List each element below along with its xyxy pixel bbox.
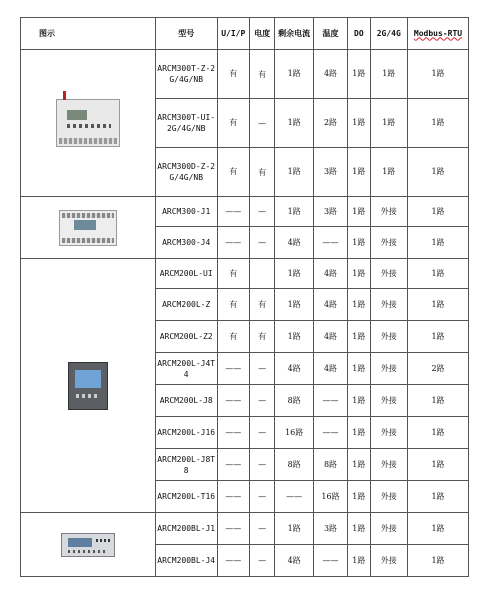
residual-cell: ——	[275, 481, 313, 513]
model-cell: ARCM300T-Z-2G/4G/NB	[155, 50, 217, 99]
temperature-cell: 3路	[313, 148, 347, 197]
model-cell: ARCM200BL-J4	[155, 545, 217, 577]
network-cell: 外接	[370, 227, 407, 259]
network-cell: 外接	[370, 513, 407, 545]
model-cell: ARCM300D-Z-2G/4G/NB	[155, 148, 217, 197]
do-cell: 1路	[348, 259, 370, 289]
modbus-cell: 1路	[407, 227, 468, 259]
network-cell: 外接	[370, 197, 407, 227]
network-cell: 外接	[370, 449, 407, 481]
energy-cell: —	[249, 417, 275, 449]
arcm200l-panel-device-icon	[68, 362, 108, 410]
do-cell: 1路	[348, 227, 370, 259]
network-cell: 外接	[370, 353, 407, 385]
table-row	[21, 50, 469, 99]
modbus-cell: 1路	[407, 289, 468, 321]
modbus-cell: 1路	[407, 197, 468, 227]
model-cell: ARCM200L-UI	[155, 259, 217, 289]
model-cell: ARCM200L-J8T8	[155, 449, 217, 481]
residual-cell: 1路	[275, 99, 313, 148]
product-image-cell	[21, 197, 156, 259]
energy-cell	[249, 259, 275, 289]
uip-cell: ——	[217, 513, 249, 545]
modbus-cell: 1路	[407, 259, 468, 289]
energy-cell: —	[249, 197, 275, 227]
uip-cell: ——	[217, 385, 249, 417]
model-cell: ARCM200L-T16	[155, 481, 217, 513]
do-cell: 1路	[348, 148, 370, 197]
header-residual-current: 剩余电流	[275, 18, 313, 50]
network-cell: 外接	[370, 259, 407, 289]
model-cell: ARCM300-J4	[155, 227, 217, 259]
header-energy: 电度	[249, 18, 275, 50]
do-cell: 1路	[348, 545, 370, 577]
uip-cell: ——	[217, 481, 249, 513]
temperature-cell: 3路	[313, 513, 347, 545]
uip-cell: ——	[217, 197, 249, 227]
modbus-cell: 1路	[407, 417, 468, 449]
uip-cell: ——	[217, 227, 249, 259]
do-cell: 1路	[348, 321, 370, 353]
residual-cell: 1路	[275, 289, 313, 321]
residual-cell: 8路	[275, 449, 313, 481]
modbus-cell: 1路	[407, 99, 468, 148]
modbus-cell: 1路	[407, 545, 468, 577]
model-cell: ARCM200L-J16	[155, 417, 217, 449]
do-cell: 1路	[348, 353, 370, 385]
header-uip: U/I/P	[217, 18, 249, 50]
uip-cell: ——	[217, 545, 249, 577]
model-cell: ARCM200BL-J1	[155, 513, 217, 545]
header-modbus	[407, 18, 468, 50]
temperature-cell: 2路	[313, 99, 347, 148]
header-do: DO	[348, 18, 370, 50]
uip-cell: 有	[217, 289, 249, 321]
energy-cell: 有	[249, 148, 275, 197]
do-cell: 1路	[348, 289, 370, 321]
network-cell: 外接	[370, 481, 407, 513]
energy-cell: 有	[249, 321, 275, 353]
network-cell: 1路	[370, 99, 407, 148]
do-cell: 1路	[348, 99, 370, 148]
energy-cell: 有	[249, 50, 275, 99]
product-image-cell	[21, 513, 156, 577]
uip-cell: ——	[217, 449, 249, 481]
do-cell: 1路	[348, 449, 370, 481]
model-cell: ARCM200L-Z2	[155, 321, 217, 353]
arcm200bl-device-icon	[61, 533, 115, 557]
residual-cell: 4路	[275, 545, 313, 577]
network-cell: 1路	[370, 50, 407, 99]
temperature-cell: 16路	[313, 481, 347, 513]
network-cell: 1路	[370, 148, 407, 197]
temperature-cell: 4路	[313, 353, 347, 385]
residual-cell: 1路	[275, 259, 313, 289]
do-cell: 1路	[348, 50, 370, 99]
header-image: 图示	[21, 18, 156, 50]
model-cell: ARCM300-J1	[155, 197, 217, 227]
uip-cell: 有	[217, 50, 249, 99]
temperature-cell: ——	[313, 417, 347, 449]
uip-cell: 有	[217, 259, 249, 289]
uip-cell: ——	[217, 417, 249, 449]
residual-cell: 1路	[275, 197, 313, 227]
energy-cell: —	[249, 545, 275, 577]
residual-cell: 8路	[275, 385, 313, 417]
table-row	[21, 513, 469, 545]
energy-cell: 有	[249, 289, 275, 321]
header-model: 型号	[155, 18, 217, 50]
header-2g4g: 2G/4G	[370, 18, 407, 50]
energy-cell: —	[249, 353, 275, 385]
product-image-cell	[21, 50, 156, 197]
temperature-cell: 4路	[313, 50, 347, 99]
uip-cell: ——	[217, 353, 249, 385]
residual-cell: 1路	[275, 513, 313, 545]
product-spec-table	[20, 17, 469, 577]
temperature-cell: 4路	[313, 289, 347, 321]
model-cell: ARCM300T-UI-2G/4G/NB	[155, 99, 217, 148]
residual-cell: 1路	[275, 148, 313, 197]
network-cell: 外接	[370, 321, 407, 353]
modbus-cell: 1路	[407, 513, 468, 545]
temperature-cell: 4路	[313, 321, 347, 353]
do-cell: 1路	[348, 385, 370, 417]
header-modbus-label: Modbus-RTU	[413, 28, 463, 38]
arcm300t-device-icon	[56, 99, 120, 147]
table-row	[21, 197, 469, 227]
modbus-cell: 2路	[407, 353, 468, 385]
residual-cell: 4路	[275, 227, 313, 259]
modbus-cell: 1路	[407, 385, 468, 417]
network-cell: 外接	[370, 289, 407, 321]
temperature-cell: 8路	[313, 449, 347, 481]
modbus-cell: 1路	[407, 148, 468, 197]
residual-cell: 1路	[275, 321, 313, 353]
temperature-cell: ——	[313, 227, 347, 259]
network-cell: 外接	[370, 545, 407, 577]
energy-cell: —	[249, 449, 275, 481]
energy-cell: —	[249, 227, 275, 259]
model-cell: ARCM200L-J8	[155, 385, 217, 417]
energy-cell: —	[249, 385, 275, 417]
modbus-cell: 1路	[407, 481, 468, 513]
temperature-cell: ——	[313, 385, 347, 417]
temperature-cell: 4路	[313, 259, 347, 289]
modbus-cell: 1路	[407, 321, 468, 353]
arcm300-din-rail-device-icon	[59, 210, 117, 246]
uip-cell: 有	[217, 321, 249, 353]
energy-cell: —	[249, 513, 275, 545]
network-cell: 外接	[370, 385, 407, 417]
residual-cell: 1路	[275, 50, 313, 99]
header-row	[21, 18, 469, 50]
uip-cell: 有	[217, 148, 249, 197]
model-cell: ARCM200L-Z	[155, 289, 217, 321]
residual-cell: 4路	[275, 353, 313, 385]
modbus-cell: 1路	[407, 449, 468, 481]
do-cell: 1路	[348, 481, 370, 513]
table-row	[21, 259, 469, 289]
modbus-cell: 1路	[407, 50, 468, 99]
temperature-cell: 3路	[313, 197, 347, 227]
network-cell: 外接	[370, 417, 407, 449]
energy-cell: —	[249, 99, 275, 148]
do-cell: 1路	[348, 417, 370, 449]
residual-cell: 16路	[275, 417, 313, 449]
do-cell: 1路	[348, 513, 370, 545]
temperature-cell: ——	[313, 545, 347, 577]
do-cell: 1路	[348, 197, 370, 227]
energy-cell: —	[249, 481, 275, 513]
product-image-cell	[21, 259, 156, 513]
uip-cell: 有	[217, 99, 249, 148]
header-temperature: 温度	[313, 18, 347, 50]
model-cell: ARCM200L-J4T4	[155, 353, 217, 385]
